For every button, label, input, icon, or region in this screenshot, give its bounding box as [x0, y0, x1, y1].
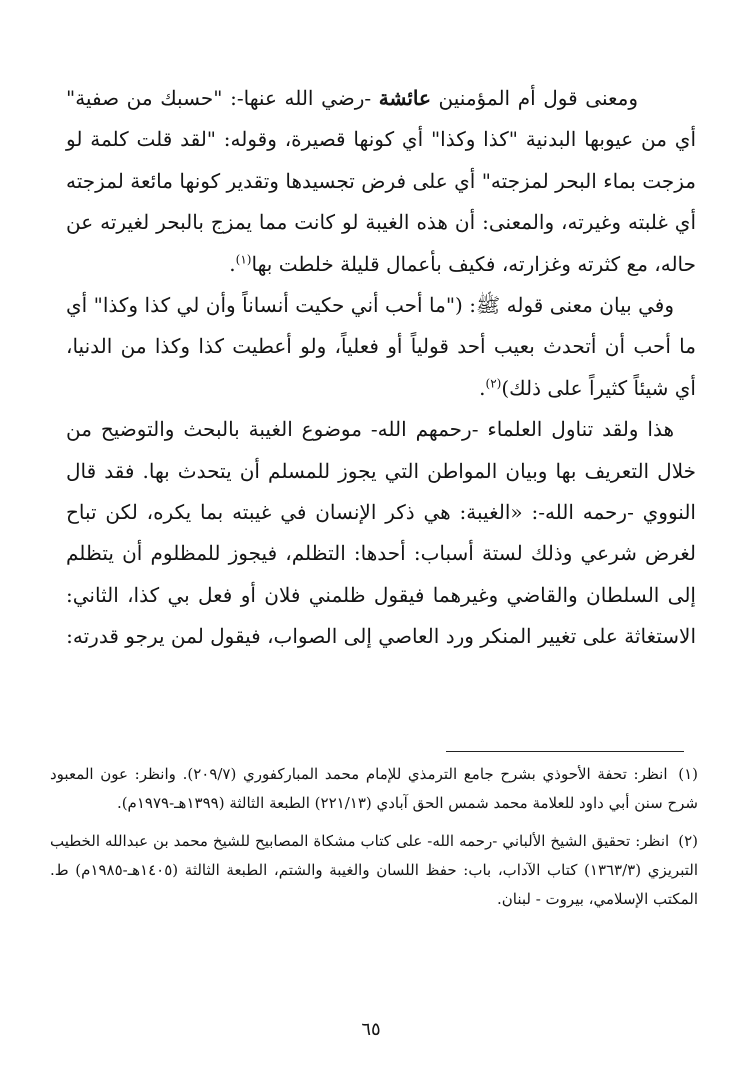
footnote-ref-1: (١)	[235, 251, 252, 266]
paragraph-2	[66, 285, 696, 409]
footnote-2-number: (٢)	[678, 832, 698, 850]
footnote-1-number: (١)	[678, 765, 698, 783]
footnote-1-text: انظر: تحفة الأحوذي بشرح جامع الترمذي للإمام محمد المباركفوري (٢٠٩/٧). وانظر: عون المعبود شرح سنن أبي داود للعلامة محمد شمس الحق آبادي (٢٢١/١٣) الطبعة الثالثة (١٣٩٩هـ-١٩٧٩م).	[50, 765, 698, 812]
paragraph-3	[66, 409, 696, 657]
paragraph-1-end: .	[229, 251, 236, 276]
paragraph-1-start: ومعنى قول أم المؤمنين	[430, 86, 638, 110]
footnote-divider	[446, 751, 684, 752]
main-text	[66, 78, 696, 658]
footnote-ref-2: (٢)	[485, 376, 502, 391]
paragraph-1-rest: -رضي الله عنها-: "حسبك من صفية" أي من عيوبها البدنية "كذا وكذا" أي كونها قصيرة، وقوله: "لقد قلت كلمة لو مزجت بماء البحر لمزجته" أي على فرض تجسيدها وتقدير كونها مائعة لمزجته أي غلبته وغيرته، والمعنى: أن هذه الغيبة لو كانت مما يمزج بالبحر لغيرته عن حاله، مع كثرته وغزارته، فكيف بأعمال قليلة خلطت بها	[66, 86, 696, 276]
footnote-1	[50, 760, 698, 818]
paragraph-1	[66, 78, 696, 285]
page-number: ٦٥	[361, 1019, 381, 1040]
footnote-2	[50, 827, 698, 914]
paragraph-2-end: .	[479, 375, 486, 400]
footnotes	[50, 760, 698, 923]
paragraph-2-text: وفي بيان معنى قوله ﷺ: ("ما أحب أني حكيت أنساناً وأن لي كذا وكذا" أي ما أحب أن أتحدث بعيب أحد قولياً أو فعلياً، ولو أعطيت كذا وكذا من الدنيا، أي شيئاً كثيراً على ذلك)	[66, 293, 696, 400]
name-aisha: عائشة	[378, 86, 431, 110]
footnote-2-text: انظر: تحقيق الشيخ الألباني -رحمه الله- على كتاب مشكاة المصابيح للشيخ محمد بن عبدالله الخطيب التبريزي (١٣٦٣/٣) كتاب الآداب، باب: حفظ اللسان والغيبة والشتم، الطبعة الثالثة (١٤٠٥هـ-١٩٨٥م) ط. المكتب الإسلامي، بيروت - لبنان.	[50, 832, 698, 908]
paragraph-3-text: هذا ولقد تناول العلماء -رحمهم الله- موضوع الغيبة بالبحث والتوضيح من خلال التعريف بها وبيان المواطن التي يجوز للمسلم أن يتحدث بها. فقد قال النووي -رحمه الله-: «الغيبة: هي ذكر الإنسان في غيبته بما يكره، لكن تباح لغرض شرعي وذلك لستة أسباب: أحدها: التظلم، فيجوز للمظلوم أن يتظلم إلى السلطان والقاضي وغيرهما فيقول ظلمني فلان أو فعل بي كذا، الثاني: الاستغاثة على تغيير المنكر ورد العاصي إلى الصواب، فيقول لمن يرجو قدرته:	[66, 417, 696, 649]
